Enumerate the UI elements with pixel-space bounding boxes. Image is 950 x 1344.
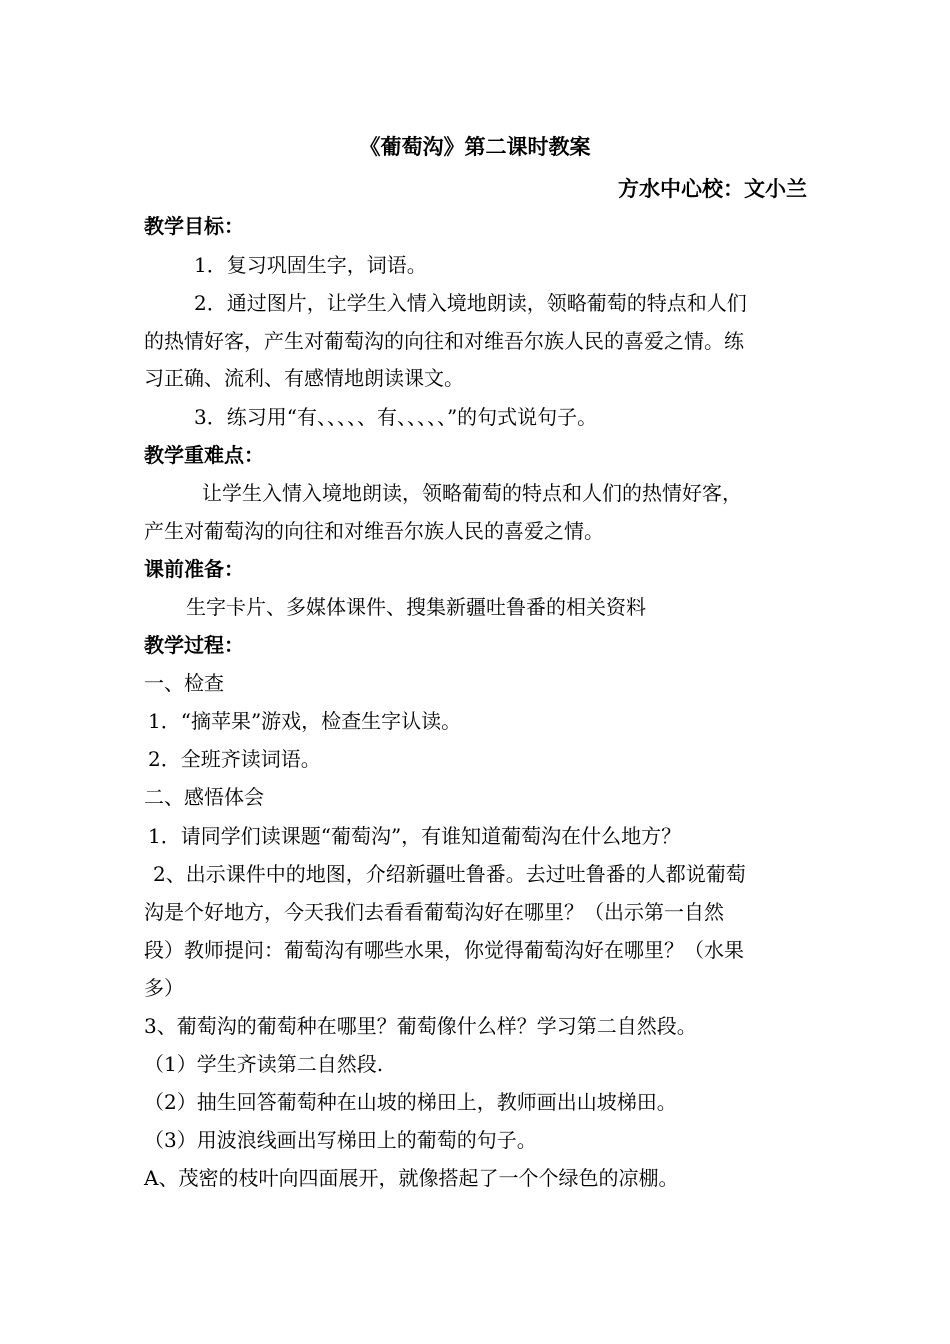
goal-2-line-3: 习正确、流利、有感情地朗读课文。 [144,366,464,390]
process-step-2-1: 1．请同学们读课题“葡萄沟”，有谁知道葡萄沟在什么地方？ [148,824,682,848]
author-line: 方水中心校：文小兰 [618,176,807,201]
process-step-2-3-1: （1）学生齐读第二自然段. [144,1052,384,1076]
process-step-2-2-line-3: 段）教师提问：葡萄沟有哪些水果，你觉得葡萄沟好在哪里？（水果 [144,938,744,962]
process-heading: 教学过程： [144,633,244,657]
process-step-2: 二、感悟体会 [144,785,264,809]
process-step-2-3: 3、葡萄沟的葡萄种在哪里？葡萄像什么样？学习第二自然段。 [144,1014,697,1038]
process-step-2-3-3: （3）用波浪线画出写梯田上的葡萄的句子。 [144,1128,537,1152]
preparation-text: 生字卡片、多媒体课件、搜集新疆吐鲁番的相关资料 [186,595,646,619]
process-step-2-2-line-4: 多） [144,976,184,1000]
process-step-2-3-2: （2）抽生回答葡萄种在山坡的梯田上，教师画出山坡梯田。 [144,1090,677,1114]
process-step-2-2-line-1: 2、出示课件中的地图，介绍新疆吐鲁番。去过吐鲁番的人都说葡萄 [153,862,746,886]
process-step-1: 一、检查 [144,671,224,695]
process-step-1-2: 2．全班齐读词语。 [148,747,321,771]
key-points-line-2: 产生对葡萄沟的向往和对维吾尔族人民的喜爱之情。 [144,519,604,543]
goal-1: 1．复习巩固生字，词语。 [194,253,427,277]
document-title: 《葡萄沟》第二课时教案 [359,134,591,159]
key-points-heading: 教学重难点： [144,443,264,467]
process-step-1-1: 1．“摘苹果”游戏，检查生字认读。 [148,709,462,733]
goal-2-line-2: 的热情好客，产生对葡萄沟的向往和对维吾尔族人民的喜爱之情。练 [144,329,744,353]
goals-heading: 教学目标： [144,214,244,238]
key-points-line-1: 让学生入情入境地朗读，领略葡萄的特点和人们的热情好客， [202,481,742,505]
goal-2-line-1: 2．通过图片，让学生入情入境地朗读，领略葡萄的特点和人们 [194,291,747,315]
preparation-heading: 课前准备： [144,557,244,581]
process-step-2-3-a: A、茂密的枝叶向四面展开，就像搭起了一个个绿色的凉棚。 [144,1166,679,1190]
process-step-2-2-line-2: 沟是个好地方，今天我们去看看葡萄沟好在哪里？（出示第一自然 [144,900,724,924]
goal-3: 3．练习用“有、、、、、有、、、、、”的句式说句子。 [194,405,598,429]
